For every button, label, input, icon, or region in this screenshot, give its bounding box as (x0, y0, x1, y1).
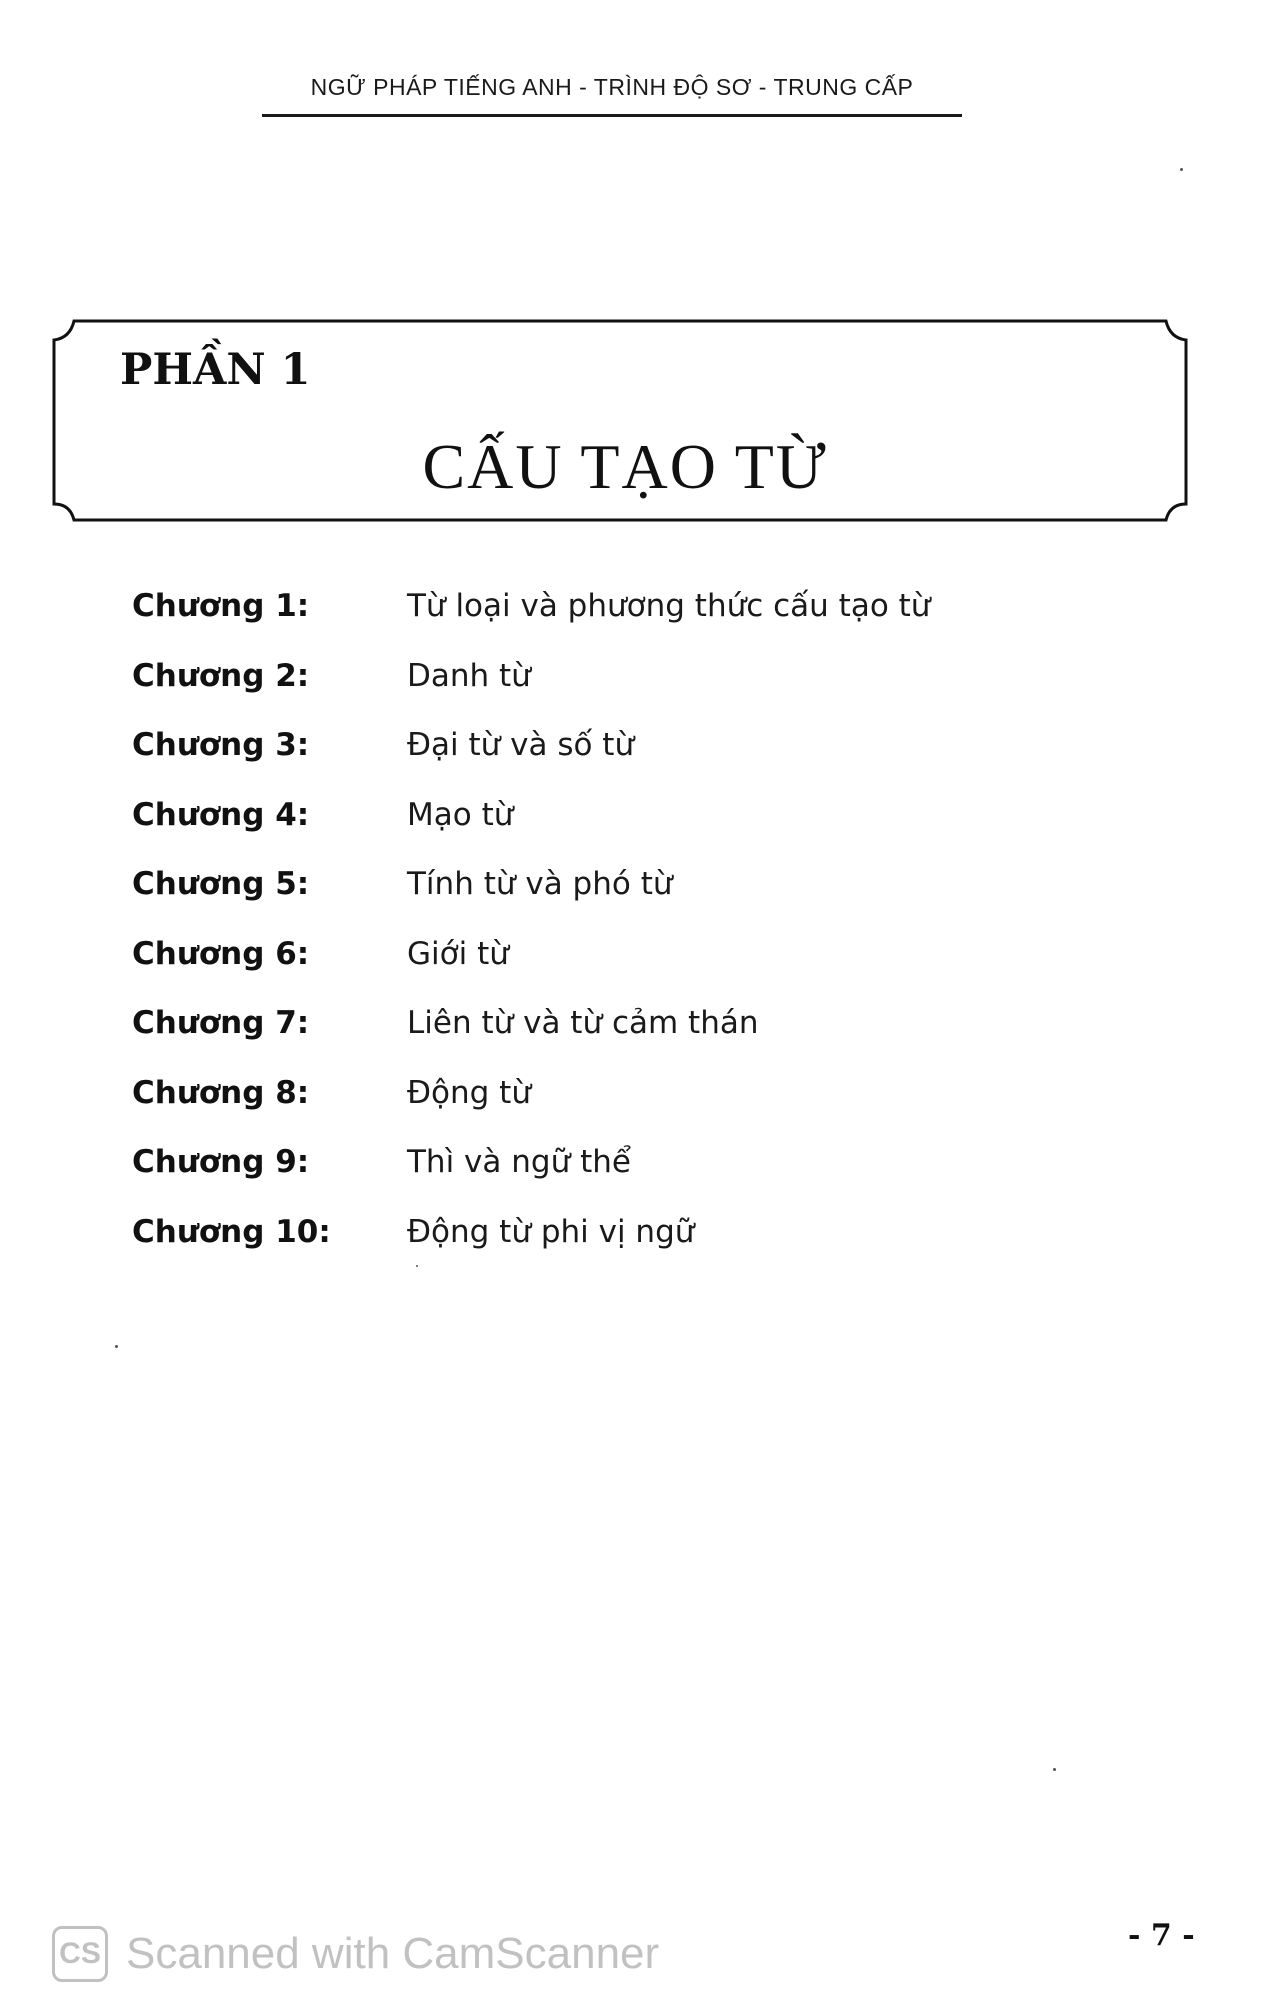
scan-speck (416, 1265, 418, 1267)
scan-speck (1180, 168, 1183, 171)
chapter-title: Liên từ và từ cảm thán (407, 1005, 759, 1041)
chapter-number: Chương 2: (132, 657, 310, 694)
scan-speck (1053, 1768, 1056, 1771)
part-label: PHẦN 1 (120, 345, 311, 395)
chapter-title: Giới từ (407, 935, 509, 972)
page-number: - 7 - (1128, 1918, 1195, 1953)
chapter-title: Thì và ngữ thể (407, 1144, 631, 1180)
chapter-item (132, 727, 1032, 797)
chapter-number: Chương 10: (132, 1213, 331, 1250)
chapter-item (132, 1075, 1032, 1145)
chapter-number: Chương 8: (132, 1074, 310, 1111)
chapter-item (132, 588, 1032, 658)
chapter-title: Danh từ (407, 657, 531, 694)
chapter-title: Từ loại và phương thức cấu tạo từ (407, 588, 931, 624)
chapter-title: Động từ (407, 1074, 531, 1111)
chapter-list (132, 588, 1032, 1283)
chapter-number: Chương 6: (132, 935, 310, 972)
chapter-number: Chương 5: (132, 866, 310, 902)
part-title: CẤU TẠO TỪ (422, 431, 828, 502)
chapter-item (132, 866, 1032, 936)
chapter-number: Chương 1: (132, 588, 310, 624)
chapter-number: Chương 7: (132, 1005, 310, 1041)
chapter-number: Chương 9: (132, 1144, 310, 1180)
chapter-title: Tính từ và phó từ (407, 866, 673, 902)
chapter-item (132, 1005, 1032, 1075)
chapter-item (132, 936, 1032, 1006)
chapter-title: Đại từ và số từ (407, 727, 635, 763)
chapter-item (132, 1144, 1032, 1214)
chapter-item (132, 658, 1032, 728)
chapter-title: Động từ phi vị ngữ (407, 1213, 695, 1250)
running-header: NGỮ PHÁP TIẾNG ANH - TRÌNH ĐỘ SƠ - TRUNG CẤP (310, 74, 914, 100)
chapter-number: Chương 4: (132, 796, 310, 833)
chapter-title: Mạo từ (407, 796, 514, 833)
scan-speck (115, 1345, 118, 1348)
camscanner-watermark (52, 1926, 659, 1982)
chapter-item (132, 797, 1032, 867)
camscanner-logo-icon: CS (52, 1926, 108, 1982)
chapter-number: Chương 3: (132, 727, 310, 763)
header-rule (262, 114, 962, 117)
watermark-text: Scanned with CamScanner (126, 1929, 660, 1978)
chapter-item (132, 1214, 1032, 1284)
